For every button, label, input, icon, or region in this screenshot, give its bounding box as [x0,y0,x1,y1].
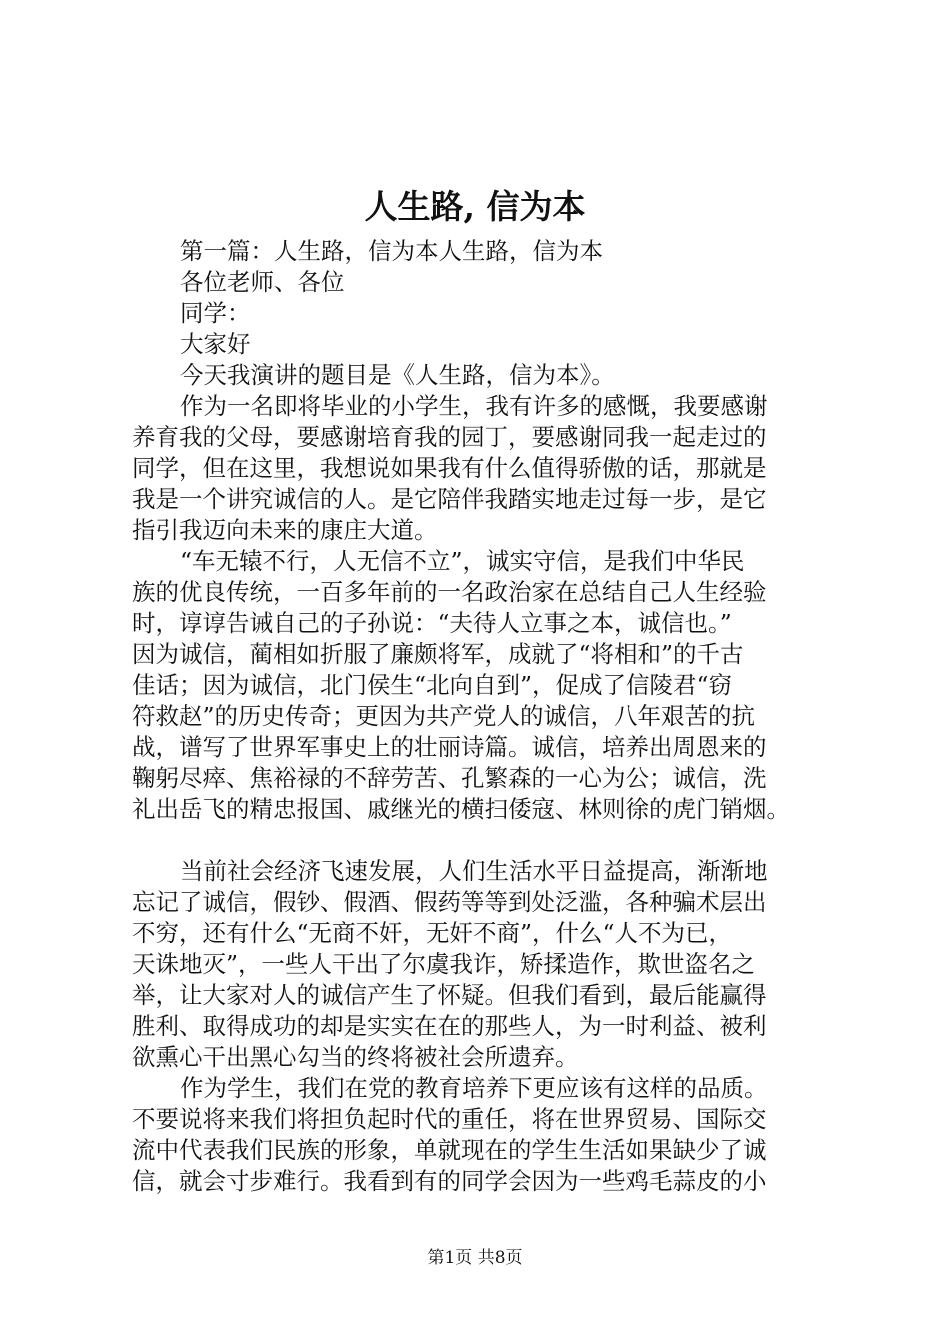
text-line: 流中代表我们民族的形象，单就现在的学生生活如果缺少了诚 [132,1136,767,1164]
text-line: 鞠躬尽瘁、焦裕禄的不辞劳苦、孔繁森的一心为公；诚信，洗 [132,764,767,792]
text-line: 礼出岳飞的精忠报国、戚继光的横扫倭寇、林则徐的虎门销烟。 [132,795,790,823]
text-line: 指引我迈向未来的康庄大道。 [132,516,438,544]
text-line: 时，谆谆告诫自己的子孙说：“夫待人立事之本，诚信也。” [132,609,732,637]
text-line: 欲熏心干出黑心勾当的终将被社会所遗弃。 [132,1043,579,1071]
text-line: 同学： [180,299,251,327]
document-title: 人生路, 信为本 [364,187,586,226]
text-line: 同学，但在这里，我想说如果我有什么值得骄傲的话，那就是 [132,454,767,482]
text-line: 胜利、取得成功的却是实实在在的那些人，为一时利益、被利 [132,1012,767,1040]
text-line: 今天我演讲的题目是《人生路，信为本》。 [180,361,615,389]
text-line: 战，谱写了世界军事史上的壮丽诗篇。诚信，培养出周恩来的 [132,733,767,761]
text-line: 养育我的父母，要感谢培育我的园丁，要感谢同我一起走过的 [132,423,767,451]
text-line: 我是一个讲究诚信的人。是它陪伴我踏实地走过每一步，是它 [132,485,767,513]
text-line: 作为一名即将毕业的小学生，我有许多的感慨，我要感谢 [180,392,768,420]
text-line: 第一篇：人生路，信为本人生路，信为本 [180,237,603,265]
text-line: 不穷，还有什么“无商不奸，无奸不商”，什么“人不为已， [132,919,733,947]
paragraph [132,546,832,825]
paragraph [132,391,832,546]
paragraph [132,1073,832,1197]
text-line: 大家好 [180,330,251,358]
text-line: 因为诚信，蔺相如折服了廉颇将军，成就了“将相和”的千古 [132,640,744,668]
text-line: 当前社会经济飞速发展，人们生活水平日益提高，渐渐地 [180,857,768,885]
text-line: 作为学生，我们在党的教育培养下更应该有这样的品质。 [180,1074,768,1102]
text-line: 佳话；因为诚信，北门侯生“北向自到”，促成了信陵君“窃 [132,671,733,699]
text-line: 天诛地灭”，一些人干出了尔虞我诈，矫揉造作，欺世盗名之 [132,950,756,978]
text-line: 信，就会寸步难行。我看到有的同学会因为一些鸡毛蒜皮的小 [132,1167,767,1195]
text-line: 忘记了诚信，假钞、假酒、假药等等到处泛滥，各种骗术层出 [132,888,767,916]
text-line: 各位老师、各位 [180,268,345,296]
blank-line [132,825,832,856]
text-line: 族的优良传统，一百多年前的一名政治家在总结自己人生经验 [132,578,767,606]
text-line: 符救赵”的历史传奇；更因为共产党人的诚信，八年艰苦的抗 [132,702,756,730]
page-footer: 第1页 共8页 [427,1248,523,1268]
text-line: 举，让大家对人的诚信产生了怀疑。但我们看到，最后能赢得 [132,981,767,1009]
document-body [132,236,832,1197]
text-line: 不要说将来我们将担负起时代的重任，将在世界贸易、国际交 [132,1105,767,1133]
header-lines [132,236,832,391]
paragraph [132,856,832,1073]
text-line: “车无辕不行，人无信不立”，诚实守信，是我们中华民 [180,547,745,575]
